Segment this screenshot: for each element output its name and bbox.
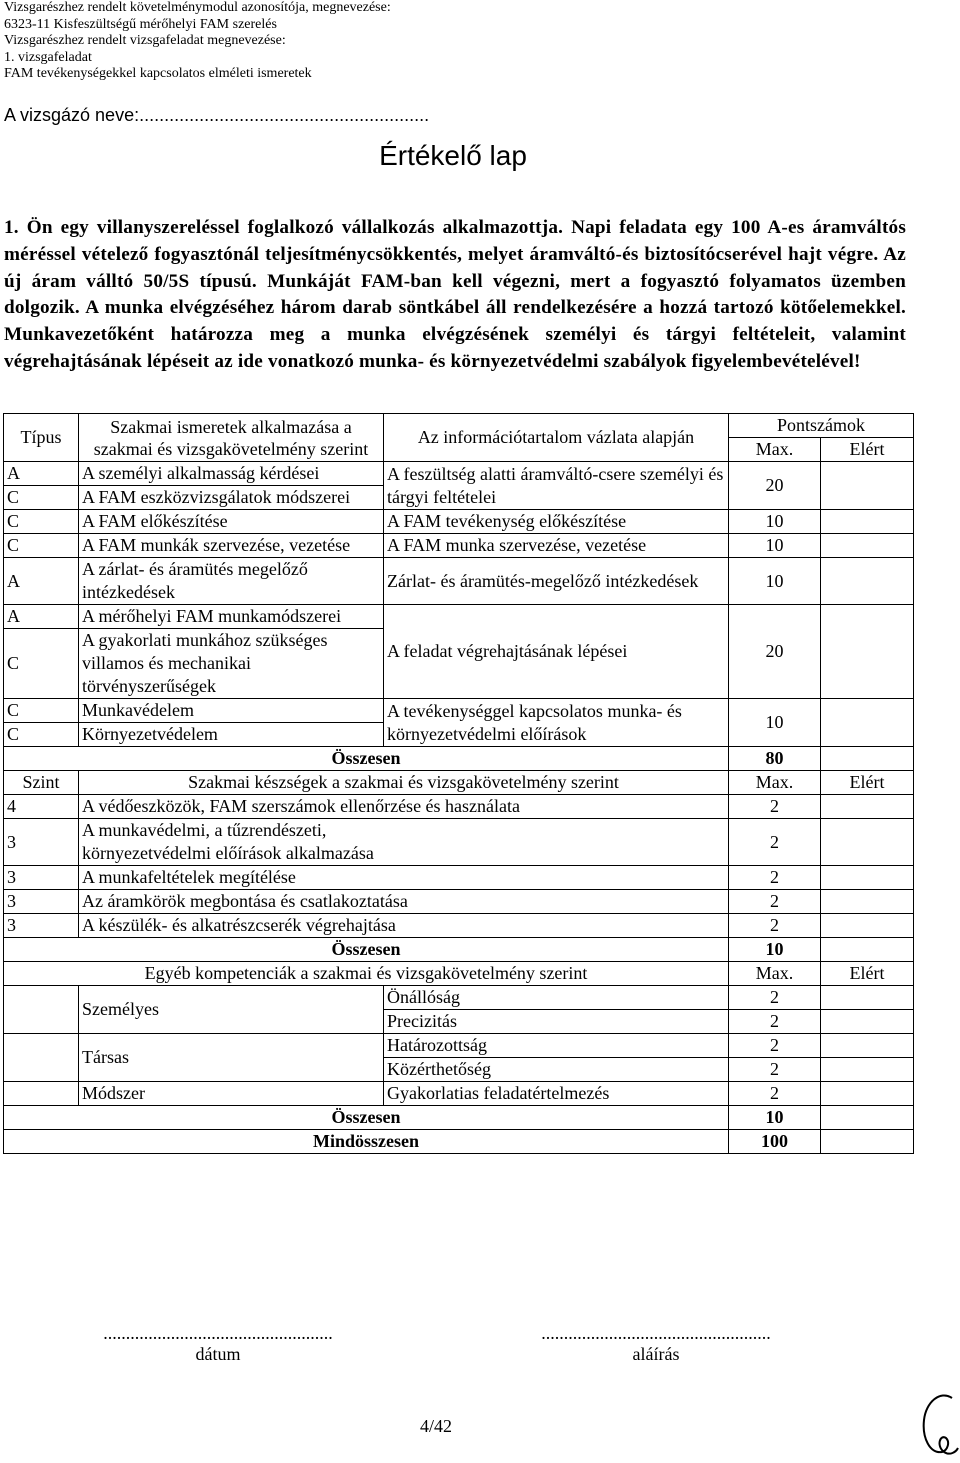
header-egyeb-kompetenciak: Egyéb kompetenciák a szakmai és vizsgakövetelmény szerint (4, 962, 729, 986)
section3-total-row (4, 1106, 914, 1130)
header-max: Max. (729, 962, 821, 986)
header-tipus: Típus (4, 414, 79, 462)
table-row (4, 890, 914, 914)
header-task-label: Vizsgarészhez rendelt vizsgafeladat megnevezése: (4, 33, 286, 48)
header-szakmai-keszsegek: Szakmai készségek a szakmai és vizsgakövetelmény szerint (79, 771, 729, 795)
header-szint: Szint (4, 771, 79, 795)
row-max: 2 (729, 914, 821, 938)
row-level: 4 (4, 795, 79, 819)
row-item: A munkafeltételek megítélése (79, 866, 729, 890)
row-level: 3 (4, 914, 79, 938)
row-type: A (4, 558, 79, 605)
handwritten-signature-mark (918, 1390, 960, 1460)
row-level: 3 (4, 890, 79, 914)
row-type: C (4, 486, 79, 510)
row-outline: A feladat végrehajtásának lépései (384, 605, 729, 699)
row-type: C (4, 534, 79, 558)
signature-dotted-line: ................................................... (541, 1323, 771, 1343)
row-max: 2 (729, 890, 821, 914)
row-max: 2 (729, 866, 821, 890)
row-type: C (4, 723, 79, 747)
row-elert-field[interactable] (821, 1082, 914, 1106)
table-row (4, 462, 914, 486)
section1-total-row (4, 747, 914, 771)
row-item: A FAM eszközvizsgálatok módszerei (79, 486, 384, 510)
row-item: A gyakorlati munkához szükséges villamos és mechanikai törvényszerűségek (79, 629, 384, 699)
header-vazlat: Az információtartalom vázlata alapján (384, 414, 729, 462)
competence-item: Gyakorlatias feladatértelmezés (384, 1082, 729, 1106)
competence-category: Személyes (79, 986, 384, 1034)
section1-total-elert-field[interactable] (821, 747, 914, 771)
competence-category: Társas (79, 1034, 384, 1082)
row-max: 2 (729, 1058, 821, 1082)
section1-header-row (4, 414, 914, 438)
competence-item: Határozottság (384, 1034, 729, 1058)
signature-block (526, 1323, 786, 1365)
header-task-name: FAM tevékenységekkel kapcsolatos elméleti ismeretek (4, 66, 312, 81)
header-elert: Elért (821, 438, 914, 462)
task-description: 1. Ön egy villanyszereléssel foglalkozó vállalkozás alkalmazottja. Napi feladata egy 100 A-es áramváltós méréssel vételező fogyasztónál teljesítménycsökkentés, melyet áramváltó-és biztosítócserével hajt végre. Az új áram válltó 50/5S típusú. Munkáját FAM-ban kell végezni, mert a fogyasztó folyamatos üzemben dolgozik. A munka elvégzéséhez három darab söntkábel áll rendelkezésére a hozzá tartozó kötőelemekkel. Munkavezetőként határozza meg a munka elvégzésének személyi és tárgyi feltételeit, valamint végrehajtásának lépéseit az ide vonatkozó munka- és környezetvédelmi szabályok figyelembevételével! (4, 217, 906, 372)
row-item: Az áramkörök megbontása és csatlakoztatása (79, 890, 729, 914)
table-row (4, 819, 914, 866)
row-elert-field[interactable] (821, 1010, 914, 1034)
row-elert-field[interactable] (821, 1058, 914, 1082)
header-max: Max. (729, 771, 821, 795)
row-outline: A FAM munka szervezése, vezetése (384, 534, 729, 558)
header-max: Max. (729, 438, 821, 462)
row-elert-field[interactable] (821, 914, 914, 938)
row-outline: A tevékenységgel kapcsolatos munka- és környezetvédelmi előírások (384, 699, 729, 747)
row-elert-field[interactable] (821, 866, 914, 890)
section3-total-max: 10 (729, 1106, 821, 1130)
row-elert-field[interactable] (821, 510, 914, 534)
section2-total-label: Összesen (4, 938, 729, 962)
row-elert-field[interactable] (821, 699, 914, 747)
row-elert-field[interactable] (821, 558, 914, 605)
table-row (4, 699, 914, 723)
competence-item: Precizitás (384, 1010, 729, 1034)
row-level: 3 (4, 819, 79, 866)
row-elert-field[interactable] (821, 534, 914, 558)
competence-item: Közérthetőség (384, 1058, 729, 1082)
header-pontszamok: Pontszámok (729, 414, 914, 438)
row-item: A személyi alkalmasság kérdései (79, 462, 384, 486)
header-task-number: 1. vizsgafeladat (4, 49, 92, 65)
table-row (4, 534, 914, 558)
row-max: 2 (729, 1034, 821, 1058)
row-max: 2 (729, 795, 821, 819)
row-type: C (4, 699, 79, 723)
section2-total-elert-field[interactable] (821, 938, 914, 962)
table-row (4, 1034, 914, 1058)
row-item: A FAM munkák szervezése, vezetése (79, 534, 384, 558)
section3-header-row (4, 962, 914, 986)
row-type: C (4, 629, 79, 699)
row-elert-field[interactable] (821, 605, 914, 699)
table-row (4, 510, 914, 534)
row-item: A mérőhelyi FAM munkamódszerei (79, 605, 384, 629)
page-title: Értékelő lap (379, 140, 527, 171)
row-item: A zárlat- és áramütés megelőző intézkedések (79, 558, 384, 605)
row-outline: A feszültség alatti áramváltó-csere személyi és tárgyi feltételei (384, 462, 729, 510)
grand-total-elert-field[interactable] (821, 1130, 914, 1154)
section2-total-row (4, 938, 914, 962)
row-item: Környezetvédelem (79, 723, 384, 747)
row-elert-field[interactable] (821, 890, 914, 914)
section2-header-row (4, 771, 914, 795)
row-type: A (4, 605, 79, 629)
row-item: A FAM előkészítése (79, 510, 384, 534)
table-row (4, 914, 914, 938)
row-max: 2 (729, 819, 821, 866)
row-max: 2 (729, 1082, 821, 1106)
table-row (4, 986, 914, 1010)
row-max: 2 (729, 1010, 821, 1034)
section2-total-max: 10 (729, 938, 821, 962)
header-module-label: Vizsgarészhez rendelt követelménymodul azonosítója, megnevezése: (4, 0, 391, 15)
evaluation-table (3, 413, 914, 1154)
row-max: 10 (729, 558, 821, 605)
page-number: 4/42 (420, 1416, 453, 1436)
table-row (4, 605, 914, 629)
grand-total-label: Mindösszesen (4, 1130, 729, 1154)
header-module-name: 6323-11 Kisfeszültségű mérőhelyi FAM szerelés (4, 16, 277, 32)
header-elert: Elért (821, 771, 914, 795)
row-max: 20 (729, 605, 821, 699)
table-row (4, 558, 914, 605)
grand-total-row (4, 1130, 914, 1154)
row-max: 10 (729, 699, 821, 747)
section3-total-elert-field[interactable] (821, 1106, 914, 1130)
section1-total-label: Összesen (4, 747, 729, 771)
row-item: A védőeszközök, FAM szerszámok ellenőrzése és használata (79, 795, 729, 819)
row-level: 3 (4, 866, 79, 890)
header-szakmai-ismeretek: Szakmai ismeretek alkalmazása a szakmai és vizsgakövetelmény szerint (79, 414, 384, 462)
row-type: A (4, 462, 79, 486)
date-dotted-line: ................................................... (103, 1323, 333, 1343)
row-elert-field[interactable] (821, 986, 914, 1010)
row-item: A készülék- és alkatrészcserék végrehajtása (79, 914, 729, 938)
row-item: Munkavédelem (79, 699, 384, 723)
table-row (4, 1082, 914, 1106)
document-header (4, 0, 944, 83)
competence-category: Módszer (79, 1082, 384, 1106)
grand-total-max: 100 (729, 1130, 821, 1154)
row-elert-field[interactable] (821, 462, 914, 510)
section3-total-label: Összesen (4, 1106, 729, 1130)
date-signature-block (88, 1323, 348, 1365)
row-item: A munkavédelmi, a tűzrendészeti, környezetvédelmi előírások alkalmazása (79, 819, 729, 866)
table-row (4, 795, 914, 819)
table-row (4, 866, 914, 890)
row-outline: Zárlat- és áramütés-megelőző intézkedések (384, 558, 729, 605)
header-elert: Elért (821, 962, 914, 986)
signature-label: aláírás (632, 1344, 680, 1364)
row-max: 10 (729, 510, 821, 534)
row-outline: A FAM tevékenység előkészítése (384, 510, 729, 534)
row-max: 2 (729, 986, 821, 1010)
row-elert-field[interactable] (821, 1034, 914, 1058)
row-type: C (4, 510, 79, 534)
row-max: 10 (729, 534, 821, 558)
date-label: dátum (195, 1344, 241, 1364)
candidate-name-line: A vizsgázó neve:.......................................................... (4, 105, 430, 125)
section1-total-max: 80 (729, 747, 821, 771)
competence-item: Önállóság (384, 986, 729, 1010)
row-elert-field[interactable] (821, 819, 914, 866)
row-max: 20 (729, 462, 821, 510)
row-elert-field[interactable] (821, 795, 914, 819)
